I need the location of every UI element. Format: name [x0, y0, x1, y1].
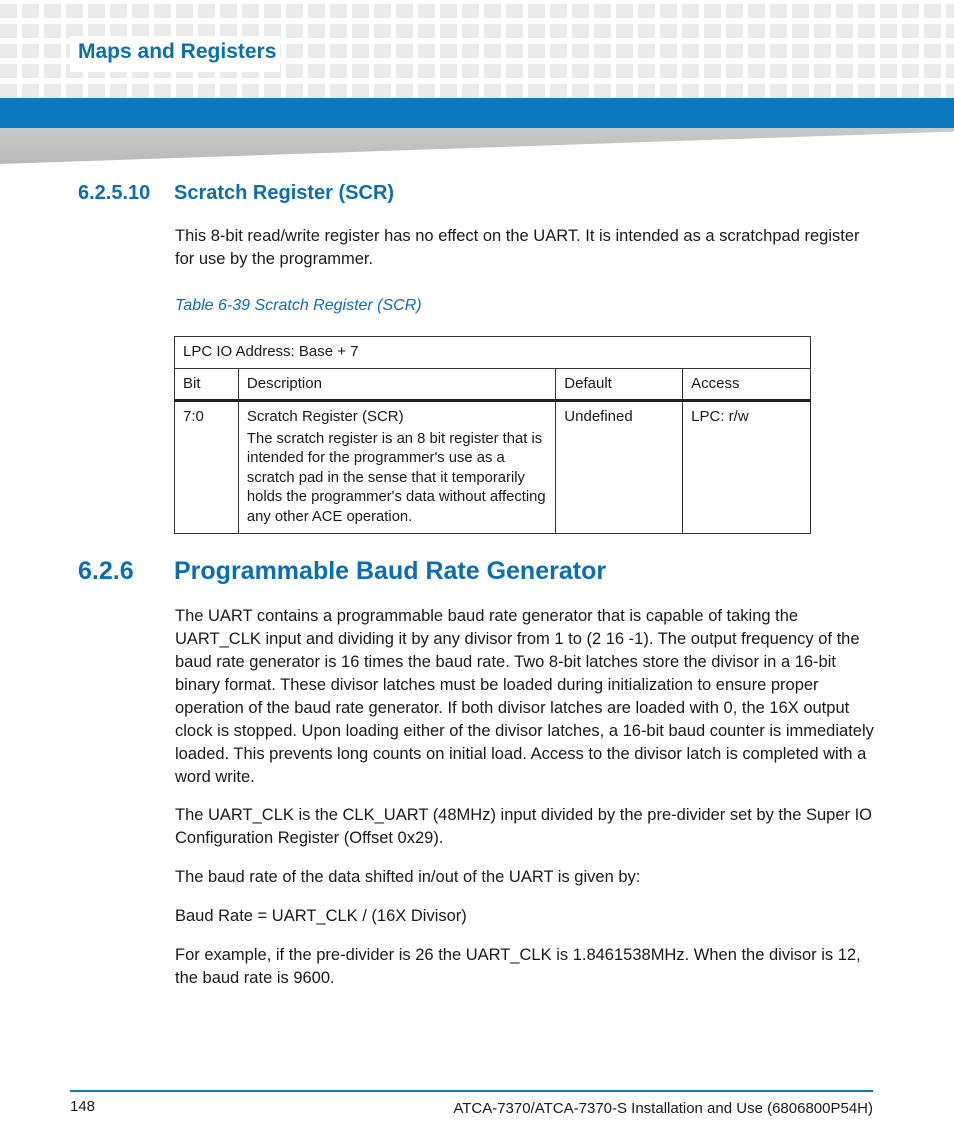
section-number: 6.2.5.10 — [78, 182, 151, 204]
table-address-row — [175, 337, 811, 369]
scratch-register-table — [174, 336, 811, 534]
running-header-title: Maps and Registers — [78, 40, 277, 63]
column-header-access: Access — [683, 368, 811, 401]
section-number: 6.2.6 — [78, 557, 134, 585]
footer-rule — [70, 1090, 873, 1092]
cell-access: LPC: r/w — [683, 401, 811, 534]
column-header-bit: Bit — [175, 368, 239, 401]
section-title: Programmable Baud Rate Generator — [174, 557, 607, 585]
section-title: Scratch Register (SCR) — [174, 182, 395, 204]
column-header-default: Default — [556, 368, 683, 401]
table-address-cell: LPC IO Address: Base + 7 — [175, 337, 811, 369]
table-caption: Table 6-39 Scratch Register (SCR) — [175, 297, 422, 314]
column-header-description: Description — [238, 368, 555, 401]
scr-intro-paragraph: This 8-bit read/write register has no effect on the UART. It is intended as a scratchpad register for use by the programmer. — [175, 227, 860, 268]
header-blue-bar — [0, 98, 954, 128]
page-number: 148 — [70, 1098, 96, 1115]
section-heading-baud — [78, 557, 606, 586]
baud-paragraph-example: For example, if the pre-divider is 26 the UART_CLK is 1.8461538MHz. When the divisor is 12, the baud rate is 9600. — [175, 946, 861, 987]
cell-bit: 7:0 — [175, 401, 239, 534]
footer-document-title: ATCA-7370/ATCA-7370-S Installation and Use (6806800P54H) — [453, 1100, 873, 1117]
header-grey-wedge — [0, 128, 954, 164]
section-heading-scr — [78, 182, 394, 205]
table-header-row — [175, 368, 811, 401]
baud-paragraph-3: The baud rate of the data shifted in/out of the UART is given by: — [175, 868, 641, 886]
baud-formula: Baud Rate = UART_CLK / (16X Divisor) — [175, 907, 467, 925]
description-detail: The scratch register is an 8 bit register that is intended for the programmer's use as a scratch pad in the sense that it temporarily holds the programmer's data without affecting any other ACE operation. — [246, 430, 546, 525]
cell-description — [238, 401, 555, 534]
cell-default: Undefined — [556, 401, 683, 534]
baud-paragraph-2: The UART_CLK is the CLK_UART (48MHz) input divided by the pre-divider set by the Super IO Configuration Register (Offset 0x29). — [175, 806, 872, 847]
table-row — [175, 401, 811, 534]
description-title: Scratch Register (SCR) — [246, 408, 404, 425]
baud-paragraph-1: The UART contains a programmable baud rate generator that is capable of taking the UART_CLK input and dividing it by any divisor from 1 to (2 16 -1). The output frequency of the baud rate generator is 16 times the baud rate. Two 8-bit latches store the divisor in a 16-bit binary format. These divisor latches must be loaded during initialization to ensure proper operation of the baud rate generator. If both divisor latches are loaded with 0, the 16X output clock is stopped. Upon loading either of the divisor latches, a 16-bit baud counter is immediately loaded. This prevents long counts on initial load. Access to the divisor latch is completed with a word write. — [175, 607, 874, 786]
